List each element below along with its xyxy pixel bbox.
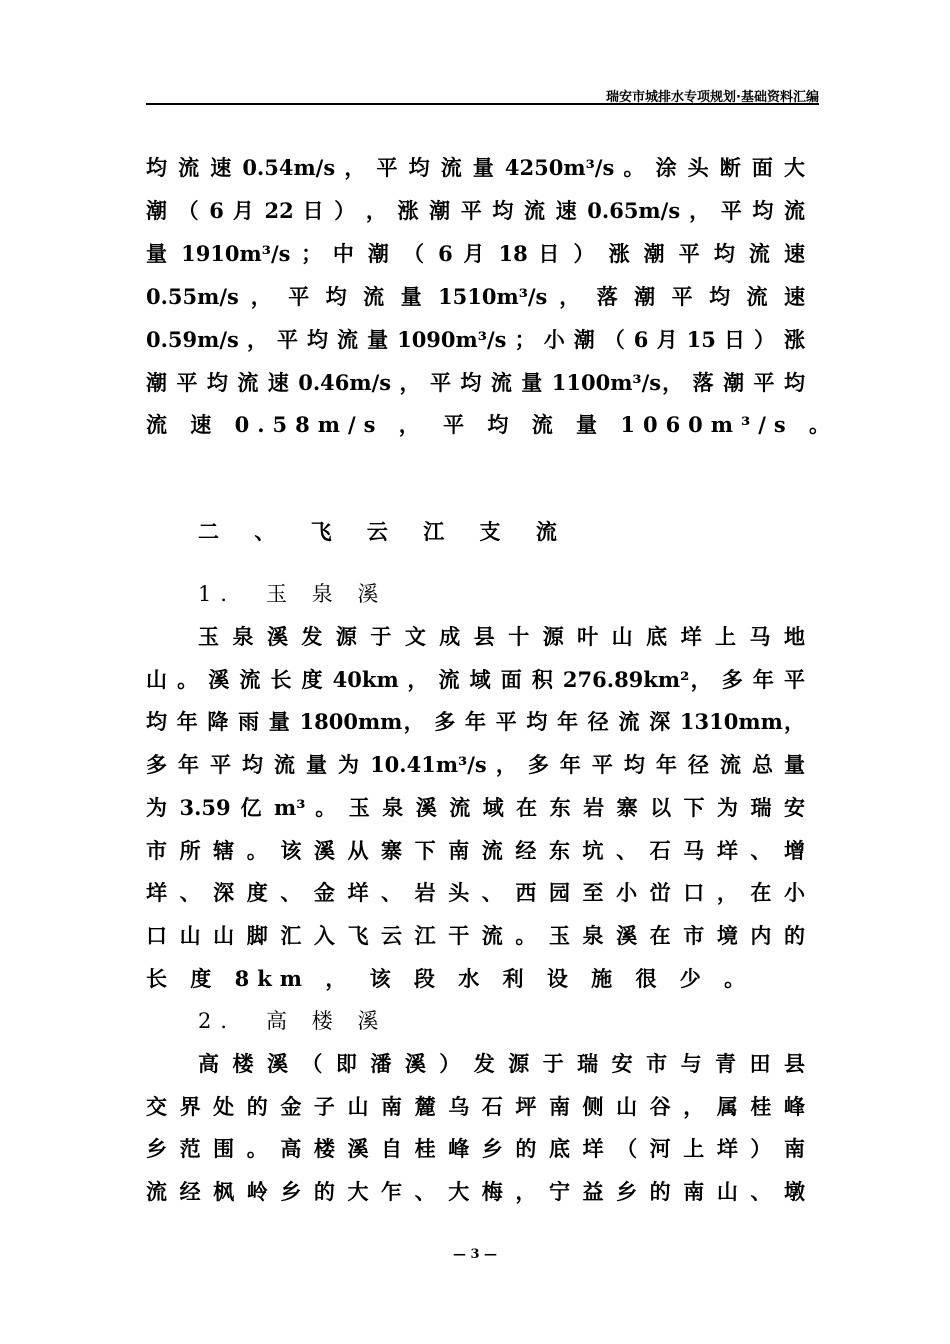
paragraph-line: 乡 范 围 。 高 楼 溪 自 桂 峰 乡 的 底 垟 （ 河 上 垟 ） 南 xyxy=(146,1136,805,1161)
document-header: 瑞安市城排水专项规划·基础资料汇编 xyxy=(606,90,819,105)
paragraph-line: 量 1910m³/s ； 中 潮 （ 6 月 18 日 ） 涨 潮 平 均 流 速 xyxy=(146,241,805,266)
paragraph-line: 市 所 辖 。 该 溪 从 寨 下 南 流 经 东 坑 、 石 马 垟 、 增 xyxy=(146,838,805,863)
paragraph-line: 流 速 0.58m/s ， 平 均 流 量 1060m³/s 。 xyxy=(146,412,839,437)
page-number: — 3 — xyxy=(452,1247,498,1262)
section-title: 二 、 飞 云 江 支 流 xyxy=(198,519,571,544)
paragraph-line: 高 楼 溪 （ 即 潘 溪 ） 发 源 于 瑞 安 市 与 青 田 县 xyxy=(198,1051,805,1076)
paragraph-line: 交 界 处 的 金 子 山 南 麓 乌 石 坪 南 侧 山 谷 ， 属 桂 峰 xyxy=(146,1094,805,1119)
paragraph-line: 垟 、 深 度 、 金 垟 、 岩 头 、 西 园 至 小 峃 口 ， 在 小 xyxy=(146,880,805,905)
header-rule xyxy=(146,103,819,105)
paragraph-line: 潮 平 均 流 速 0.46m/s ， 平 均 流 量 1100m³/s， 落 潮 平 均 xyxy=(146,370,805,395)
paragraph-line: 多 年 平 均 流 量 为 10.41m³/s ， 多 年 平 均 年 径 流 总 量 xyxy=(146,752,805,777)
paragraph-line: 山 。 溪 流 长 度 40km ， 流 域 面 积 276.89km²， 多 年 平 xyxy=(146,667,805,692)
paragraph-line: 均 流 速 0.54m/s ， 平 均 流 量 4250m³/s 。 涂 头 断 面 大 xyxy=(146,155,805,180)
paragraph-line: 长 度 8km ， 该 段 水 利 设 施 很 少 。 xyxy=(146,966,754,991)
paragraph-line: 流 经 枫 岭 乡 的 大 乍 、 大 梅 ， 宁 益 乡 的 南 山 、 墩 xyxy=(146,1179,805,1204)
paragraph-line: 玉 泉 溪 发 源 于 文 成 县 十 源 叶 山 底 垟 上 马 地 xyxy=(198,624,805,649)
paragraph-line: 潮 （ 6 月 22 日 ） ， 涨 潮 平 均 流 速 0.65m/s ， 平 均 流 xyxy=(146,198,805,223)
paragraph-line: 0.55m/s ， 平 均 流 量 1510m³/s ， 落 潮 平 均 流 速 xyxy=(146,284,805,309)
paragraph-line: 均 年 降 雨 量 1800mm， 多 年 平 均 年 径 流 深 1310mm， xyxy=(146,709,805,734)
paragraph-line: 为 3.59 亿 m³ 。 玉 泉 溪 流 域 在 东 岩 寨 以 下 为 瑞 安 xyxy=(146,795,805,820)
subsection-title: 1． 玉 泉 溪 xyxy=(198,582,388,606)
paragraph-line: 口 山 山 脚 汇 入 飞 云 江 干 流 。 玉 泉 溪 在 市 境 内 的 xyxy=(146,923,805,948)
paragraph-line: 0.59m/s ， 平 均 流 量 1090m³/s ； 小 潮 （ 6 月 15 日 ） 涨 xyxy=(146,327,805,352)
subsection-title: 2． 高 楼 溪 xyxy=(198,1009,388,1033)
